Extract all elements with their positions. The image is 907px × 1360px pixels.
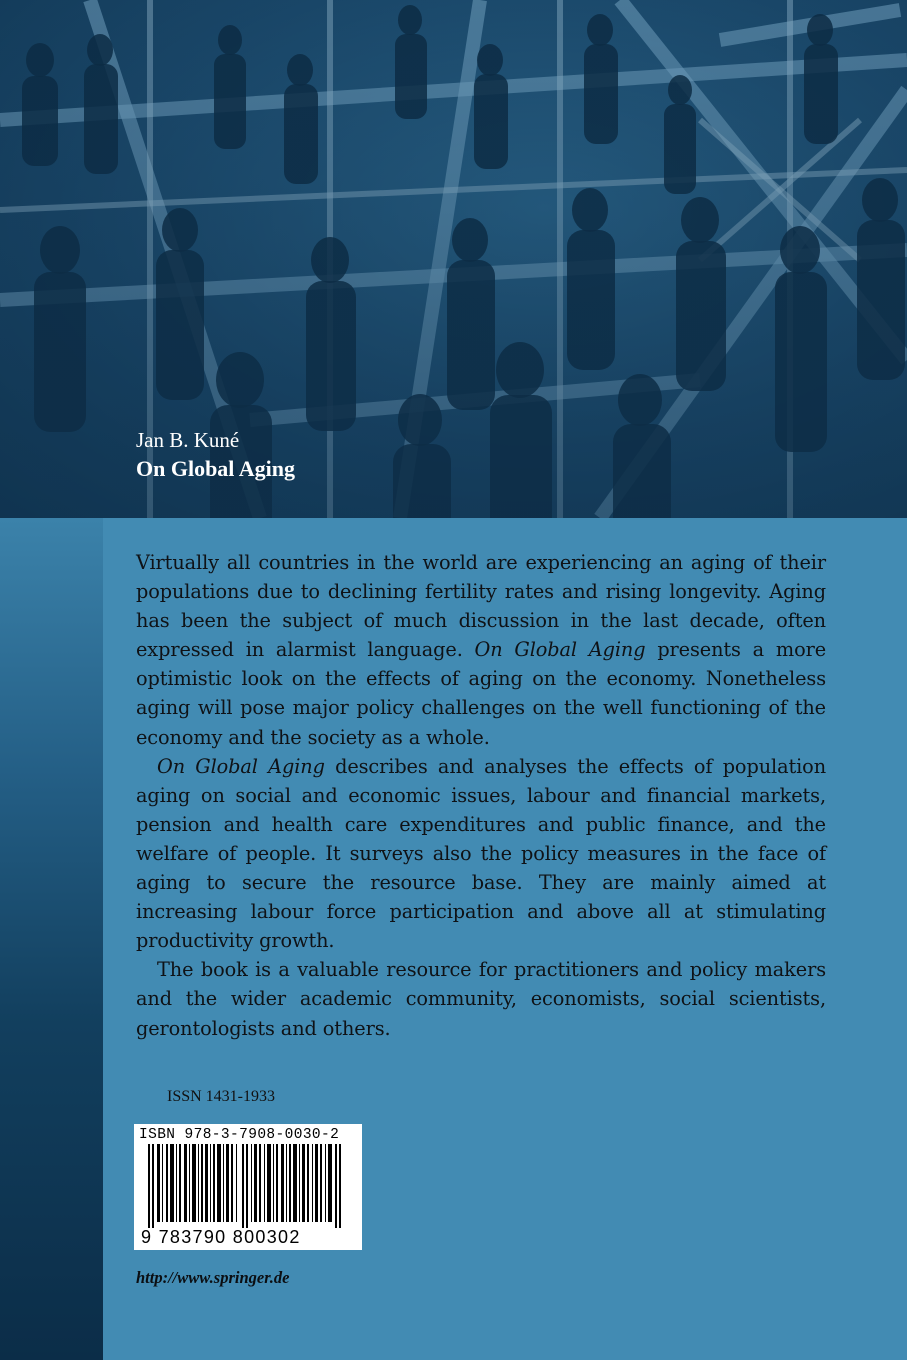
blurb-paragraph-3: The book is a valuable resource for practitioners and policy makers and the wider academic community, economists, social scientists, gerontologists and others. (136, 958, 826, 1040)
blurb-paragraph-1 (136, 548, 826, 752)
barcode-bars-icon (138, 1144, 358, 1228)
blurb-p1-rest: presents a more optimistic look on the effects of aging on the economy. Nonetheless aging will pose major policy challenges on the well functioning of the economy and the society as a whole. (136, 638, 827, 749)
spine-gradient-band (0, 518, 103, 1360)
isbn-label: ISBN 978-3-7908-0030-2 (139, 1127, 340, 1143)
blurb-text (136, 548, 826, 1043)
book-title: On Global Aging (136, 456, 295, 481)
publisher-url-link[interactable]: http://www.springer.de (136, 1268, 290, 1287)
blurb-p2-title-ref: On Global Aging (157, 754, 325, 778)
author-name: Jan B. Kuné (136, 428, 240, 452)
blurb-p1-intro: Virtually all countries in the world are experiencing an aging of their populations due to declining fertility rates and rising longevity. Aging has been the subject of much discussion in the last decade, often expressed in alarmist language. (136, 551, 826, 662)
issn-number: ISSN 1431-1933 (167, 1088, 276, 1105)
blurb-p2-rest: describes and analyses the effects of population aging on social and economic issues, labour and financial markets, pension and health care expenditures and public finance, and the welfare of people. It surveys also the policy measures in the face of aging to secure the resource base. They are mainly aimed at increasing labour force participation and above all at stimulating productivity growth. (136, 754, 827, 953)
blurb-paragraph-2 (136, 752, 826, 956)
blurb-p1-title-ref: On Global Aging (474, 638, 646, 662)
ean-digits: 9 783790 800302 (141, 1227, 301, 1247)
isbn-barcode (134, 1124, 362, 1250)
